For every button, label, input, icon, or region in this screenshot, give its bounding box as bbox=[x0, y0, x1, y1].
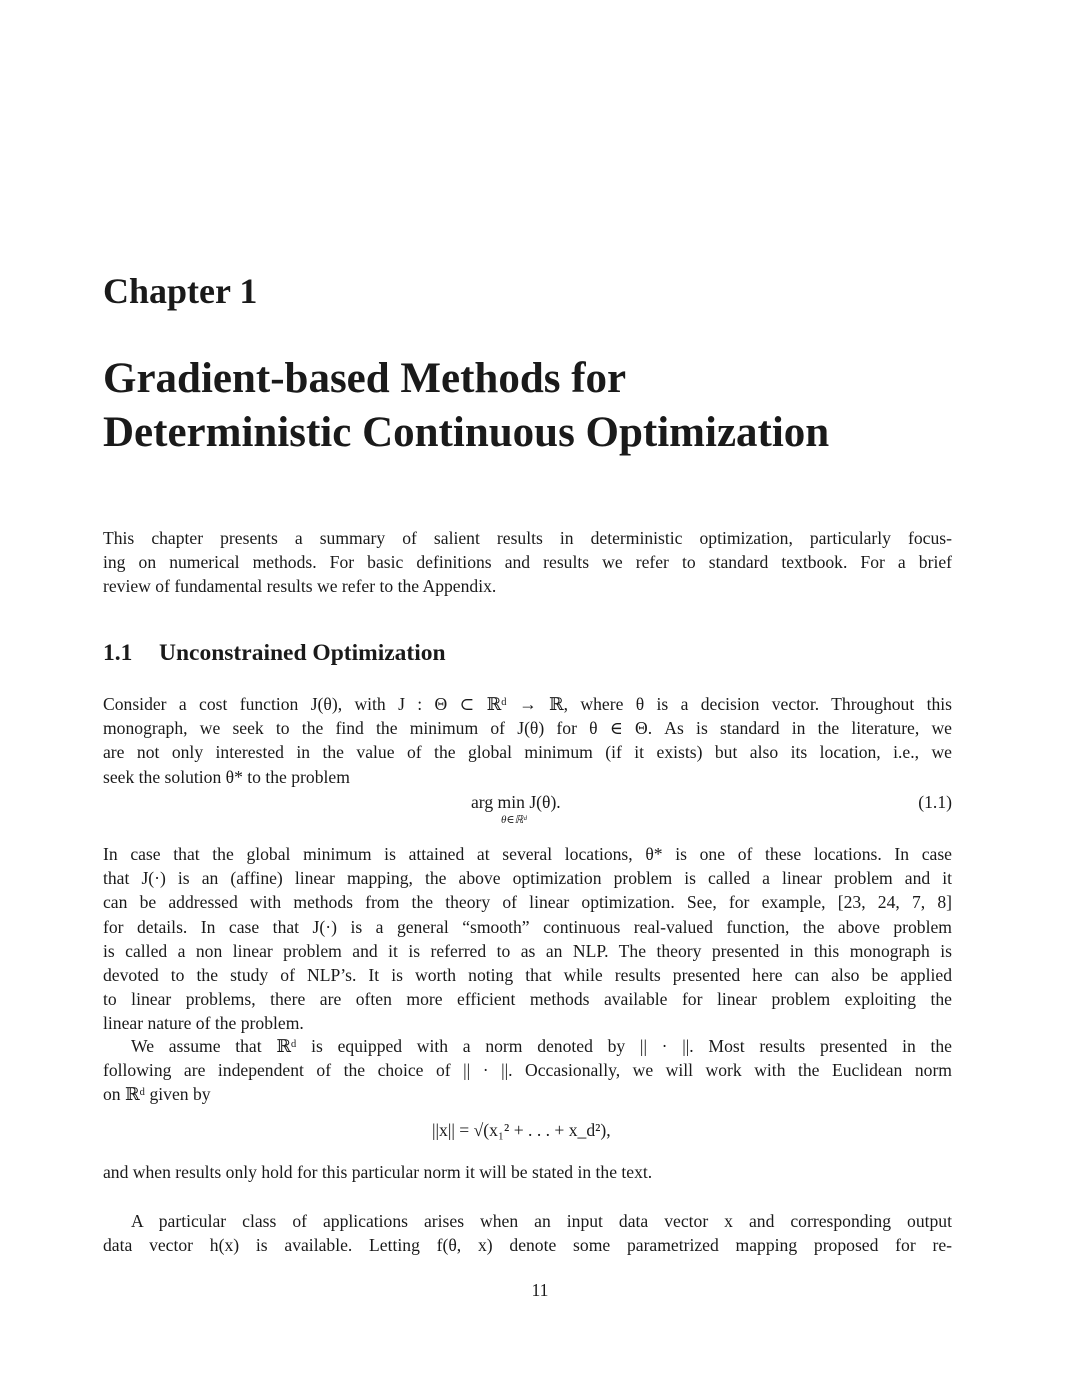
paragraph-cost-function bbox=[103, 692, 952, 789]
equation-main: arg min J(θ). bbox=[471, 792, 561, 812]
text-line: ing on numerical methods. For basic definitions and results we refer to standard textbook. For a brief bbox=[103, 552, 952, 573]
paragraph-applications bbox=[103, 1209, 952, 1257]
text-line: A particular class of applications arises when an input data vector x and corresponding output bbox=[131, 1211, 952, 1231]
section-heading bbox=[103, 640, 446, 667]
paragraph-norm-note bbox=[103, 1160, 952, 1184]
text-line: data vector h(x) is available. Letting f(θ, x) denote some parametrized mapping proposed for re- bbox=[103, 1235, 952, 1256]
text-line: review of fundamental results we refer to the Appendix. bbox=[103, 576, 497, 597]
page-number: 11 bbox=[531, 1280, 549, 1300]
text-line: seek the solution θ* to the problem bbox=[103, 766, 350, 787]
text-line: We assume that ℝᵈ is equipped with a norm denoted by || · ||. Most results presented in the bbox=[131, 1036, 952, 1056]
paragraph-linear-problem bbox=[103, 842, 952, 1036]
chapter-label: Chapter 1 bbox=[103, 271, 258, 311]
section-title: Unconstrained Optimization bbox=[159, 640, 446, 666]
equation-1-1 bbox=[471, 792, 561, 813]
text-line: are not only interested in the value of the global minimum (if it exists) but also its location, i.e., we bbox=[103, 742, 952, 763]
intro-paragraph bbox=[103, 526, 952, 599]
text-line: can be addressed with methods from the theory of linear optimization. See, for example, [23, 24, 7, 8] bbox=[103, 892, 952, 913]
text-line: devoted to the study of NLP’s. It is worth noting that while results presented here can also be applied bbox=[103, 965, 952, 986]
text-line: on ℝᵈ given by bbox=[103, 1084, 211, 1105]
text-line: that J(·) is an (affine) linear mapping, the above optimization problem is called a linear problem and it bbox=[103, 868, 952, 889]
text-line: following are independent of the choice of || · ||. Occasionally, we will work with the Euclidean norm bbox=[103, 1060, 952, 1081]
text-line: to linear problems, there are often more efficient methods available for linear problem exploiting the bbox=[103, 989, 952, 1010]
equation-subscript: θ∈ℝᵈ bbox=[501, 814, 527, 826]
text-line: linear nature of the problem. bbox=[103, 1013, 304, 1034]
text-line: In case that the global minimum is attained at several locations, θ* is one of these locations. In case bbox=[103, 844, 952, 864]
paragraph-norm bbox=[103, 1034, 952, 1107]
text-line: is called a non linear problem and it is referred to as an NLP. The theory presented in this monograph is bbox=[103, 940, 952, 961]
equation-euclidean-norm: ||x|| = √(x₁² + . . . + x_d²), bbox=[432, 1120, 611, 1140]
chapter-title-line: Deterministic Continuous Optimization bbox=[103, 409, 830, 456]
section-number: 1.1 bbox=[103, 640, 133, 666]
text-line: Consider a cost function J(θ), with J : Θ ⊂ ℝᵈ → ℝ, where θ is a decision vector. Throughout this bbox=[103, 694, 952, 714]
chapter-title bbox=[103, 352, 1003, 460]
text-line: This chapter presents a summary of salient results in deterministic optimization, particularly focus- bbox=[103, 528, 952, 548]
text-line: for details. In case that J(·) is a general “smooth” continuous real-valued function, the above problem bbox=[103, 916, 952, 937]
equation-number: (1.1) bbox=[918, 792, 952, 812]
chapter-title-line: Gradient-based Methods for bbox=[103, 355, 627, 402]
text-line: and when results only hold for this particular norm it will be stated in the text. bbox=[103, 1162, 653, 1182]
text-line: monograph, we seek to the find the minimum of J(θ) for θ ∈ Θ. As is standard in the literature, we bbox=[103, 718, 952, 739]
